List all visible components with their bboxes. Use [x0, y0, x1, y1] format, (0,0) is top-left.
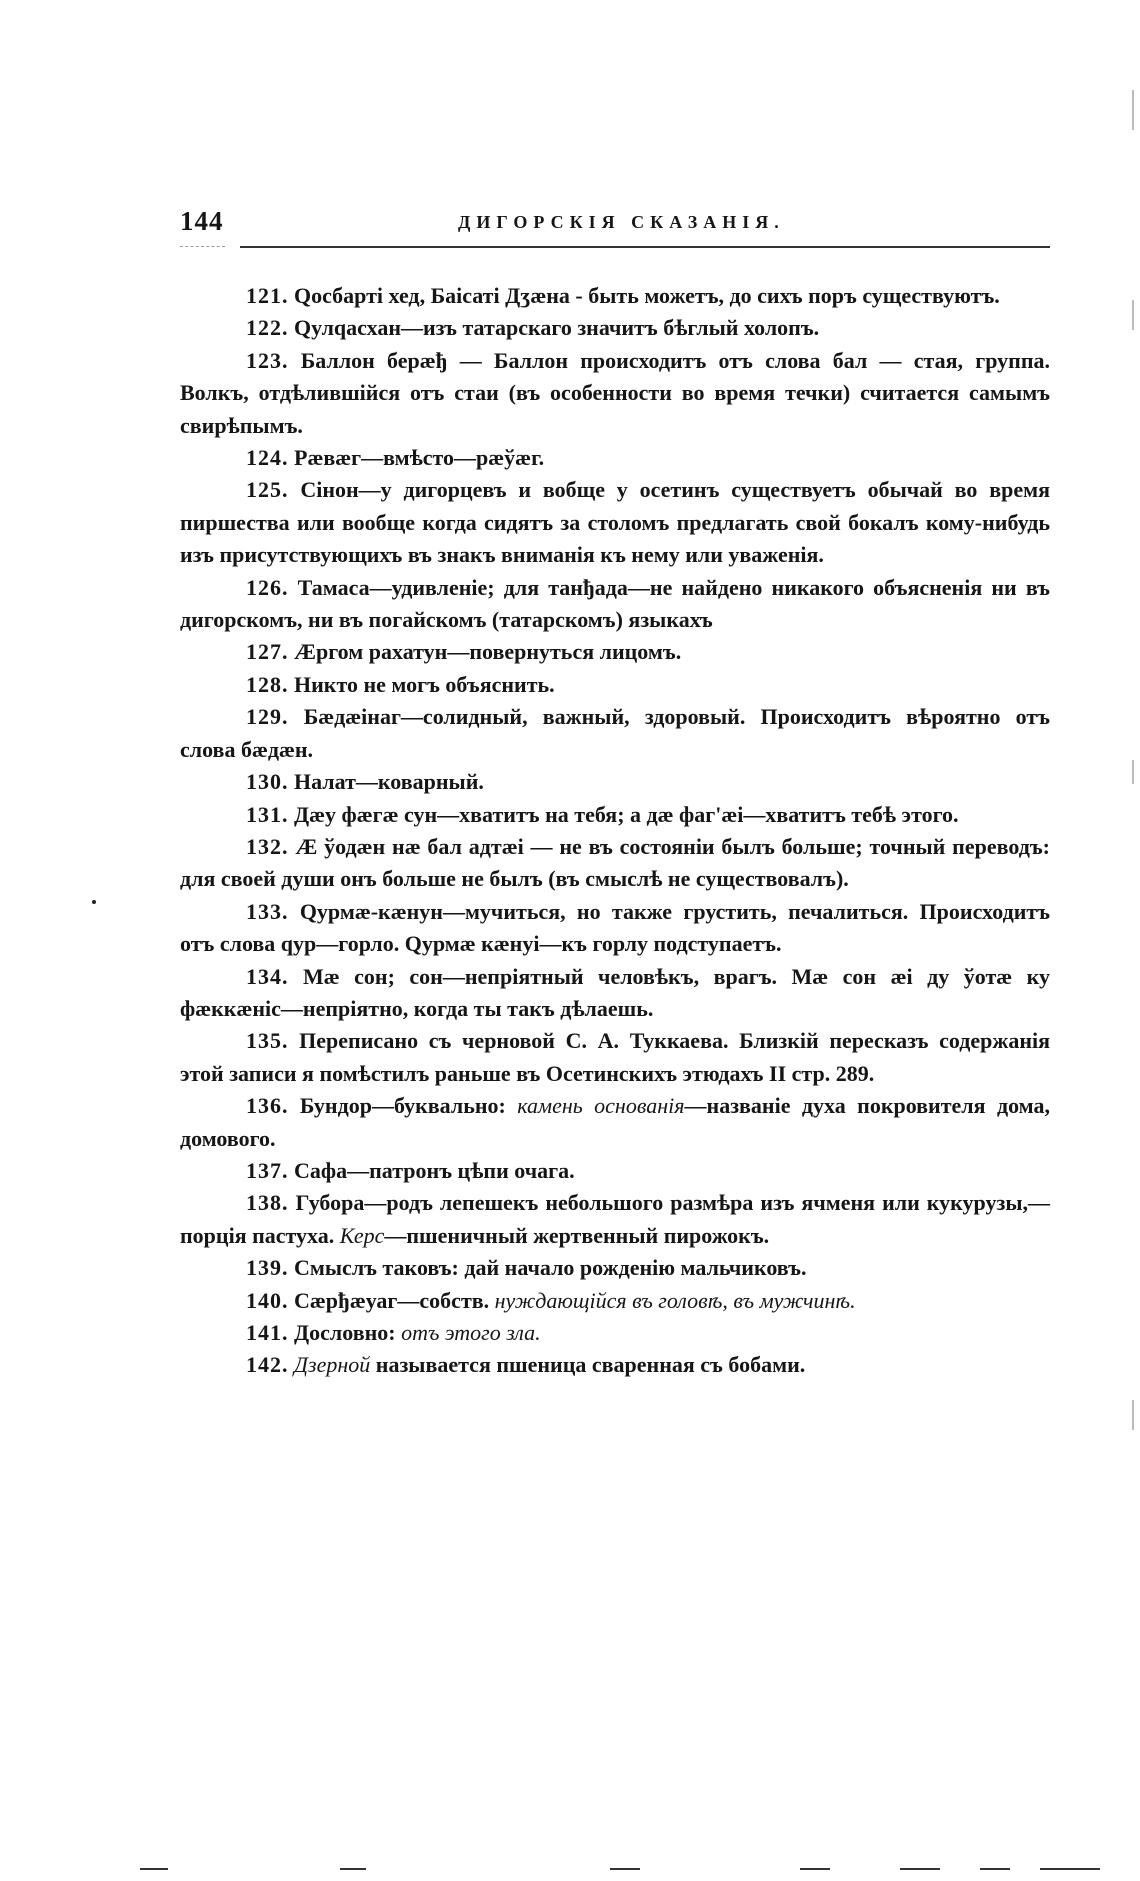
- note-text: Æргом рахатун—повернуться лицомъ.: [294, 639, 682, 665]
- note-italic-text: Дзерной: [294, 1352, 371, 1378]
- note-number: 129.: [246, 704, 289, 730]
- note-text: называется пшеница сваренная съ бобами.: [370, 1352, 806, 1378]
- note-text: Бæдæінаг—солидный, важный, здоровый. Происходитъ вѣроятно отъ слова бæдæн.: [180, 704, 1051, 762]
- scan-edge-mark: [1132, 1400, 1134, 1430]
- note-text: Бундор—буквально:: [299, 1093, 518, 1119]
- note-129: [180, 701, 1050, 766]
- note-139: [180, 1252, 1050, 1284]
- note-text: Дословно:: [294, 1320, 402, 1345]
- note-text: Баллон берæђ — Баллон происходитъ отъ слова бал — стая, группа. Волкъ, отдѣлившійся отъ стаи (въ особенности во время течки) считается самымъ свирѣпымъ.: [180, 347, 1050, 438]
- note-text: Qулqасхан—изъ татарскаго значитъ бѣглый холопъ.: [294, 315, 820, 341]
- margin-dot: [92, 900, 96, 904]
- note-128: [180, 669, 1050, 701]
- note-italic-text: нуждающійся въ головѣ, въ мужчинѣ.: [494, 1287, 856, 1313]
- note-text: Qосбарті хед, Баісаті Дӡæна - быть можетъ, до сихъ поръ существуютъ.: [294, 283, 1000, 308]
- note-text: Дæу фæгæ сун—хватитъ на тебя; а дæ фаг'æі—хватитъ тебѣ этого.: [294, 801, 959, 827]
- note-number: 140.: [246, 1287, 289, 1313]
- note-number: 138.: [246, 1190, 289, 1216]
- note-text: Qурмæ-кæнун—мучиться, но также грустить, печалиться. Происходитъ отъ слова qур—горло. Qурмæ кæнуі—къ горлу подступаетъ.: [180, 898, 1051, 957]
- note-number: 128.: [246, 671, 289, 697]
- note-number: 122.: [246, 315, 289, 341]
- note-141: [180, 1317, 1050, 1349]
- note-italic-text: Керс: [339, 1222, 385, 1248]
- note-122: [180, 312, 1050, 344]
- note-123: [180, 345, 1050, 442]
- notes-list: [180, 280, 1050, 1382]
- scan-edge-mark: [1132, 90, 1134, 130]
- note-number: 142.: [246, 1352, 289, 1378]
- note-127: [180, 636, 1050, 668]
- note-number: 133.: [246, 898, 289, 924]
- note-number: 141.: [246, 1320, 289, 1345]
- note-135: [180, 1025, 1050, 1090]
- note-number: 121.: [246, 283, 289, 308]
- note-140: [180, 1285, 1050, 1317]
- note-number: 137.: [246, 1157, 289, 1183]
- note-number: 135.: [246, 1028, 289, 1054]
- scan-bottom-marks: [140, 1868, 1140, 1872]
- note-number: 136.: [246, 1093, 289, 1119]
- note-number: 132.: [246, 833, 289, 859]
- note-133: [180, 896, 1050, 961]
- note-132: [180, 831, 1050, 896]
- note-142: [180, 1349, 1050, 1381]
- note-137: [180, 1155, 1050, 1187]
- note-number: 127.: [246, 639, 289, 665]
- note-124: [180, 442, 1050, 474]
- note-italic-text: отъ этого зла.: [401, 1320, 541, 1345]
- note-italic-text: камень основанія: [517, 1093, 685, 1119]
- note-text: Смыслъ таковъ: дай начало рожденію мальчиковъ.: [294, 1255, 807, 1281]
- note-number: 124.: [246, 445, 289, 471]
- note-text: Переписано съ черновой С. А. Туккаева. Близкій пересказъ содержанія этой записи я помѣстилъ раньше въ Осетинскихъ этюдахъ II стр. 289.: [180, 1028, 1051, 1086]
- note-125: [180, 474, 1050, 571]
- note-text: Тамаса—удивленіе; для танђада—не найдено никакого объясненія ни въ дигорскомъ, ни въ погайскомъ (татарскомъ) языкахъ: [180, 574, 1051, 633]
- note-text: Мæ сон; сон—непріятный человѣкъ, врагъ. Мæ сон æі ду ўотæ ку фæккæніс—непріятно, когда ты такъ дѣлаешь.: [180, 963, 1050, 1021]
- note-number: 139.: [246, 1255, 289, 1281]
- scan-edge-mark: [1132, 300, 1134, 330]
- page-header: [180, 206, 1050, 246]
- note-text: Сафа—патронъ цѣпи очага.: [294, 1157, 575, 1183]
- note-text: Сінон—у дигорцевъ и вобще у осетинъ существуетъ обычай во время пиршества или вообще когда сидятъ за столомъ предлагать свой бокалъ кому-нибудь изъ присутствующихъ въ знакъ вниманія къ нему или уваженія.: [180, 477, 1050, 568]
- note-number: 125.: [246, 477, 289, 503]
- note-number: 130.: [246, 769, 289, 795]
- note-138: [180, 1187, 1050, 1252]
- note-131: [180, 799, 1050, 831]
- header-rule-fragment: [180, 246, 225, 247]
- note-text: Налат—коварный.: [294, 769, 484, 795]
- note-number: 126.: [246, 574, 289, 600]
- note-number: 134.: [246, 963, 289, 989]
- note-121: [180, 280, 1050, 312]
- note-text: Рæвæг—вмѣсто—рæўæг.: [294, 445, 545, 471]
- note-text: Никто не могъ объяснить.: [294, 671, 555, 697]
- page-number: 144: [180, 206, 224, 236]
- note-text: Губора—родъ лепешекъ небольшого размѣра изъ ячменя или кукурузы,—порція пастуха.: [180, 1190, 1050, 1248]
- scan-edge-mark: [1132, 760, 1134, 784]
- note-130: [180, 766, 1050, 798]
- note-text: Сæрђæуаг—собств.: [294, 1287, 495, 1313]
- note-134: [180, 961, 1050, 1026]
- note-number: 131.: [246, 801, 289, 827]
- running-title: ДИГОРСКІЯ СКАЗАНІЯ.: [458, 212, 785, 232]
- note-136: [180, 1090, 1050, 1155]
- header-rule: [240, 246, 1050, 248]
- note-126: [180, 572, 1050, 637]
- note-text: —названіе духа покровителя дома, домового.: [180, 1093, 1051, 1151]
- note-number: 123.: [246, 347, 289, 373]
- note-text: Æ ўодæн нæ бал адтæі — не въ состояніи былъ больше; точный переводъ: для своей души онъ больше не былъ (въ смыслѣ не существовалъ).: [180, 833, 1051, 892]
- note-text: —пшеничный жертвенный пирожокъ.: [384, 1222, 770, 1248]
